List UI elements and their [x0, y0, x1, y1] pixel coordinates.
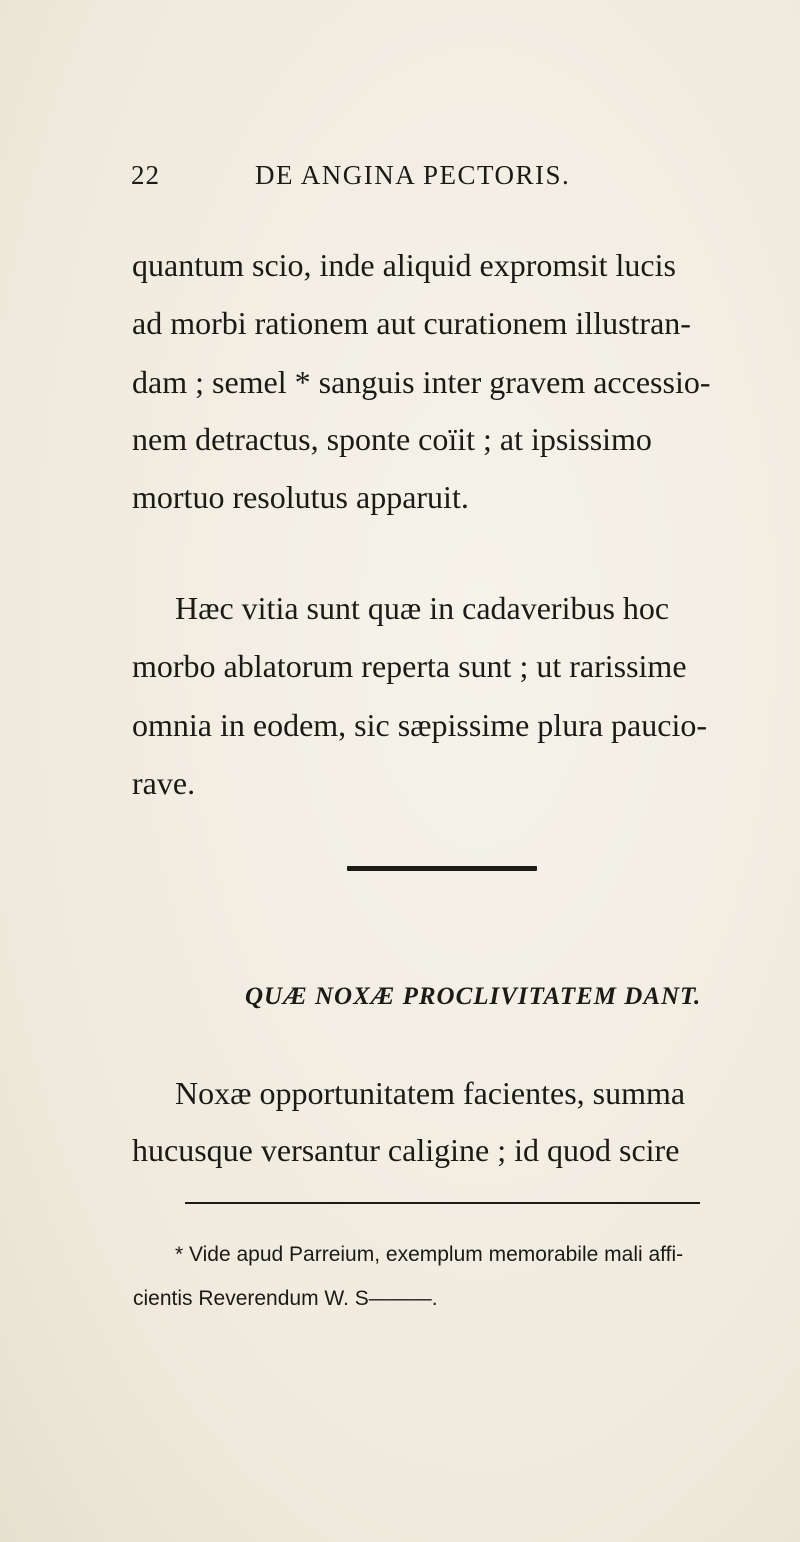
text-line: dam ; semel * sanguis inter gravem accessio-: [132, 364, 711, 400]
text-line: morbo ablatorum reperta sunt ; ut rarissime: [132, 648, 687, 684]
footnote-line: * Vide apud Parreium, exemplum memorabile mali affi-: [175, 1243, 684, 1266]
text-line: mortuo resolutus apparuit.: [132, 479, 469, 515]
page-number: 22: [131, 160, 160, 190]
text-line: Hæc vitia sunt quæ in cadaveribus hoc: [175, 590, 670, 626]
section-divider: [347, 866, 537, 871]
text-line: omnia in eodem, sic sæpissime plura paucio-: [132, 707, 707, 743]
text-line: hucusque versantur caligine ; id quod scire: [132, 1132, 680, 1168]
footnote-line: cientis Reverendum W. S———.: [133, 1287, 438, 1310]
text-line: rave.: [132, 765, 196, 801]
section-heading: QUÆ NOXÆ PROCLIVITATEM DANT.: [245, 983, 702, 1010]
footnote-divider: [185, 1202, 700, 1204]
running-head: DE ANGINA PECTORIS.: [255, 160, 571, 190]
text-line: Noxæ opportunitatem facientes, summa: [175, 1075, 686, 1111]
text-line: quantum scio, inde aliquid expromsit lucis: [132, 247, 676, 283]
text-line: ad morbi rationem aut curationem illustran-: [132, 305, 691, 341]
text-line: nem detractus, sponte coïit ; at ipsissimo: [132, 421, 652, 457]
